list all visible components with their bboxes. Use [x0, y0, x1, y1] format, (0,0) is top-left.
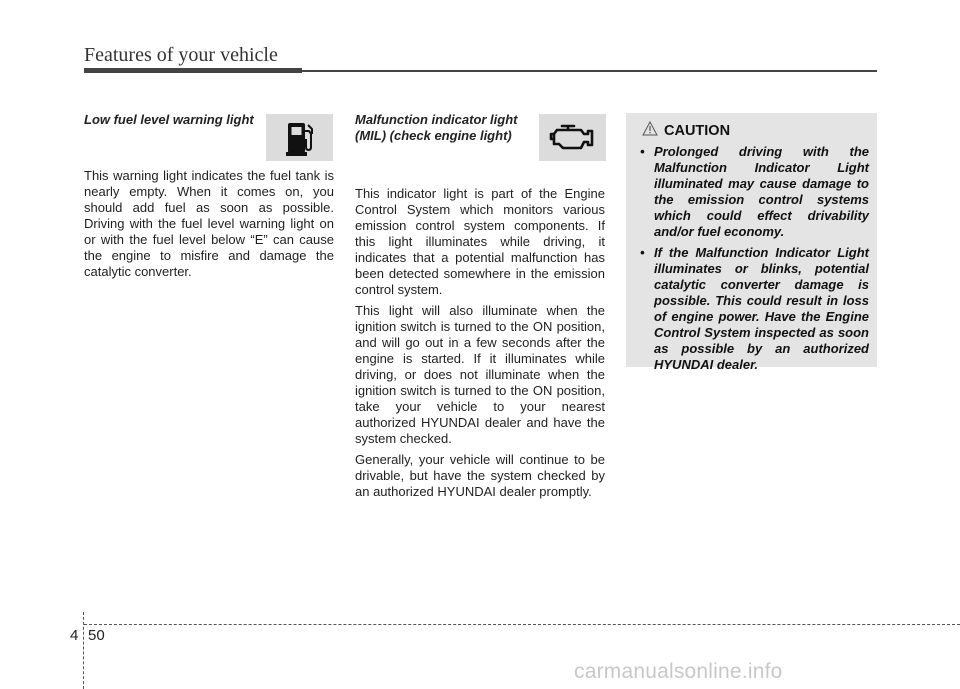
caution-item-text: If the Malfunction Indicator Light illuminates or blinks, potential catalytic converter damage is possible. This could result in loss of engine power. Have the Engine Control System inspected as soon as possible by an authorized HYUNDAI dealer. — [654, 245, 869, 372]
footer-divider — [83, 612, 84, 689]
chapter-number: 4 — [70, 627, 79, 644]
fuel-warning-paragraph: This warning light indicates the fuel tank is nearly empty. When it comes on, you should add fuel as soon as possible. Driving with the fuel level warning light on or with the fuel level below “E” can cause the engine to misfire and damage the catalytic converter. — [84, 168, 334, 279]
mil-paragraph: This indicator light is part of the Engine Control System which monitors various emission control system components. If this light illuminates while driving, it indicates that a potential malfunction has been detected somewhere in the emission control system. — [355, 186, 605, 297]
mil-paragraph: Generally, your vehicle will continue to be drivable, but have the system checked by an authorized HYUNDAI dealer promptly. — [355, 452, 605, 499]
fuel-pump-icon — [266, 114, 333, 161]
caution-item — [634, 245, 869, 373]
fuel-warning-title: Low fuel level warning light — [84, 112, 254, 127]
caution-label: CAUTION — [664, 123, 731, 139]
header-rule-thin — [302, 70, 877, 72]
caution-box — [626, 113, 877, 372]
watermark: carmanualsonline.info — [574, 660, 783, 683]
page-header-title: Features of your vehicle — [84, 44, 278, 66]
bullet: • — [640, 144, 645, 159]
caution-header — [642, 121, 869, 141]
caution-list — [634, 144, 869, 373]
mil-section — [355, 112, 605, 500]
warning-triangle-icon — [642, 121, 658, 141]
mil-paragraph: This light will also illuminate when the ignition switch is turned to the ON position, and will go out in a few seconds after the engine is started. If it illuminates while driving, or does not illuminate when the ignition switch is turned to the ON position, take your vehicle to your nearest authorized HYUNDAI dealer and have the system checked. — [355, 303, 605, 446]
header-rule-thick — [84, 68, 302, 73]
caution-item — [634, 144, 869, 240]
check-engine-icon — [539, 114, 606, 161]
caution-item-text: Prolonged driving with the Malfunction Indicator Light illuminated may cause damage to the emission control systems which could effect drivability and/or fuel economy. — [654, 144, 869, 239]
mil-title: Malfunction indicator light (MIL) (check engine light) — [355, 112, 518, 143]
page-number: 50 — [88, 627, 105, 644]
footer-rule — [84, 624, 960, 625]
bullet: • — [640, 245, 645, 260]
